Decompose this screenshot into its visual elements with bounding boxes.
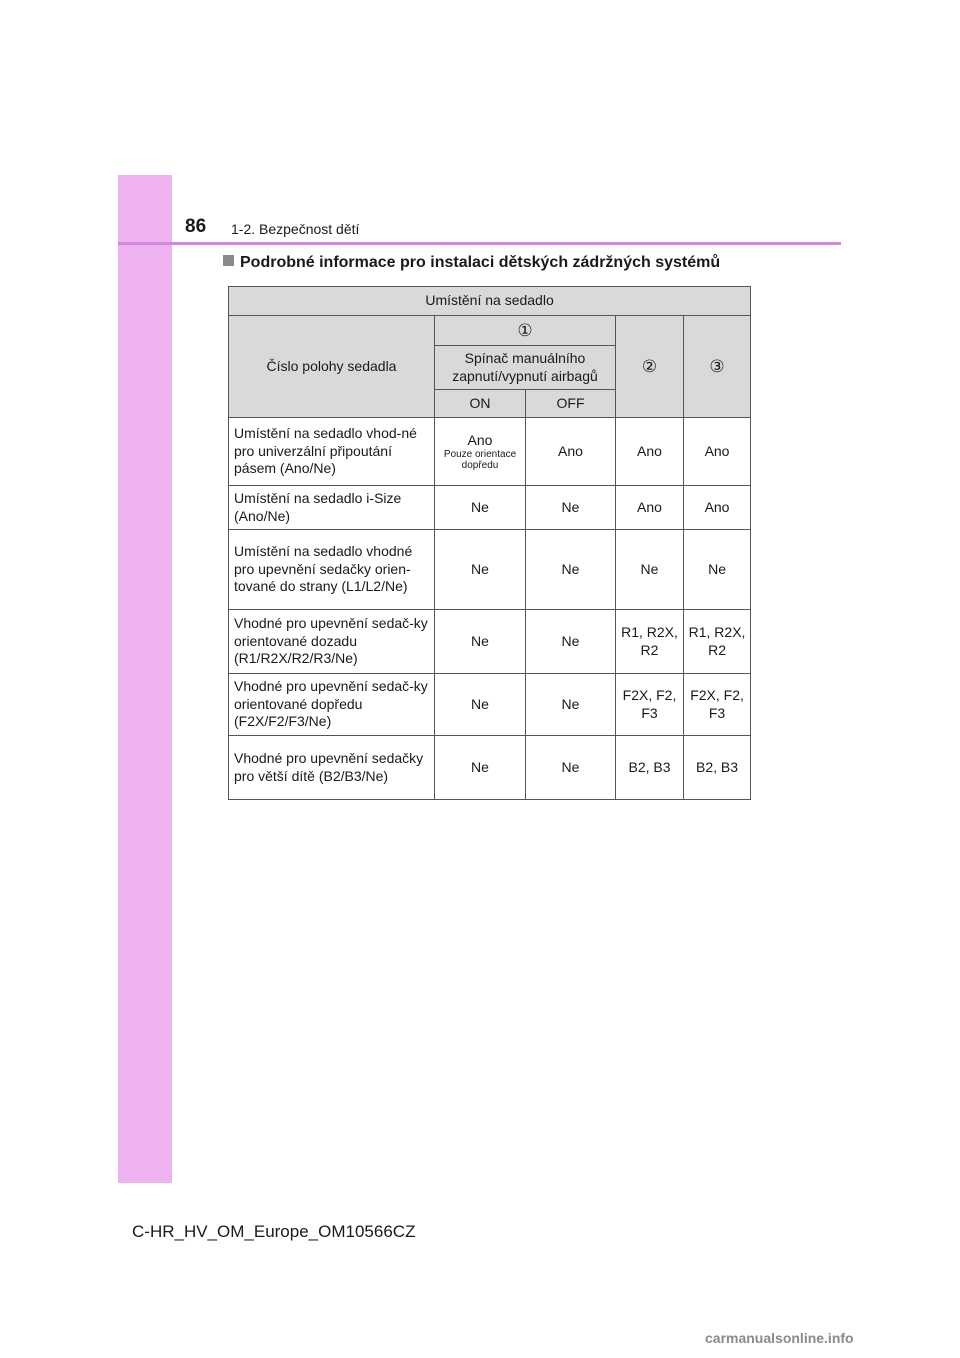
cell-seat-3: R1, R2X, R2 — [684, 610, 751, 674]
cell-note: Pouze orientace dopředu — [443, 449, 517, 472]
cell-seat-3: Ne — [684, 530, 751, 610]
row-label: Vhodné pro upevnění sedačky pro větší dítě (B2/B3/Ne) — [229, 736, 435, 800]
table-row — [229, 530, 751, 610]
table-row — [229, 486, 751, 530]
airbag-off-header: OFF — [526, 390, 616, 418]
cell-airbag-off: Ne — [526, 610, 616, 674]
row-label: Vhodné pro upevnění sedač-ky orientované dopředu (F2X/F2/F3/Ne) — [229, 674, 435, 736]
cell-value: Ano — [467, 431, 493, 448]
chapter-side-tab — [118, 175, 172, 1183]
table-row — [229, 736, 751, 800]
cell-airbag-off: Ne — [526, 530, 616, 610]
row-label: Umístění na sedadlo vhod-né pro univerzální připoutání pásem (Ano/Ne) — [229, 418, 435, 486]
cell-airbag-off: Ano — [526, 418, 616, 486]
cell-seat-2: Ne — [616, 530, 684, 610]
cell-airbag-off: Ne — [526, 736, 616, 800]
row-header-seat-position: Číslo polohy sedadla — [229, 316, 435, 418]
cell-airbag-on: Ne — [435, 610, 526, 674]
cell-seat-2: R1, R2X, R2 — [616, 610, 684, 674]
section-heading — [223, 254, 720, 272]
seat-2-header: ② — [616, 316, 684, 418]
row-label: Umístění na sedadlo i-Size (Ano/Ne) — [229, 486, 435, 530]
seat-1-header: ① — [435, 316, 616, 346]
section-heading-text: Podrobné informace pro instalaci dětských zádržných systémů — [240, 254, 721, 271]
table-row — [229, 674, 751, 736]
cell-airbag-on — [435, 418, 526, 486]
row-label: Umístění na sedadlo vhodné pro upevnění sedačky orien-tované do strany (L1/L2/Ne) — [229, 530, 435, 610]
header-divider — [118, 242, 841, 245]
cell-airbag-on: Ne — [435, 486, 526, 530]
cell-airbag-off: Ne — [526, 674, 616, 736]
row-label: Vhodné pro upevnění sedač-ky orientované dozadu (R1/R2X/R2/R3/Ne) — [229, 610, 435, 674]
table-row — [229, 610, 751, 674]
cell-seat-3: Ano — [684, 486, 751, 530]
cell-seat-2: F2X, F2, F3 — [616, 674, 684, 736]
watermark-link[interactable]: carmanualsonline.info — [705, 1330, 854, 1346]
airbag-switch-header: Spínač manuálního zapnutí/vypnutí airbagů — [435, 346, 616, 390]
cell-airbag-off: Ne — [526, 486, 616, 530]
square-bullet-icon — [223, 255, 234, 266]
cell-airbag-on: Ne — [435, 674, 526, 736]
table-row — [229, 418, 751, 486]
document-code: C-HR_HV_OM_Europe_OM10566CZ — [132, 1222, 416, 1241]
cell-seat-2: B2, B3 — [616, 736, 684, 800]
seat-3-header: ③ — [684, 316, 751, 418]
cell-airbag-on: Ne — [435, 530, 526, 610]
section-reference: 1-2. Bezpečnost dětí — [231, 221, 360, 237]
cell-seat-3: F2X, F2, F3 — [684, 674, 751, 736]
page-number: 86 — [185, 216, 207, 237]
cell-airbag-on: Ne — [435, 736, 526, 800]
child-seat-installation-table — [228, 286, 751, 800]
cell-seat-2: Ano — [616, 418, 684, 486]
airbag-on-header: ON — [435, 390, 526, 418]
cell-seat-3: Ano — [684, 418, 751, 486]
cell-seat-2: Ano — [616, 486, 684, 530]
cell-seat-3: B2, B3 — [684, 736, 751, 800]
table-title: Umístění na sedadlo — [229, 287, 751, 316]
